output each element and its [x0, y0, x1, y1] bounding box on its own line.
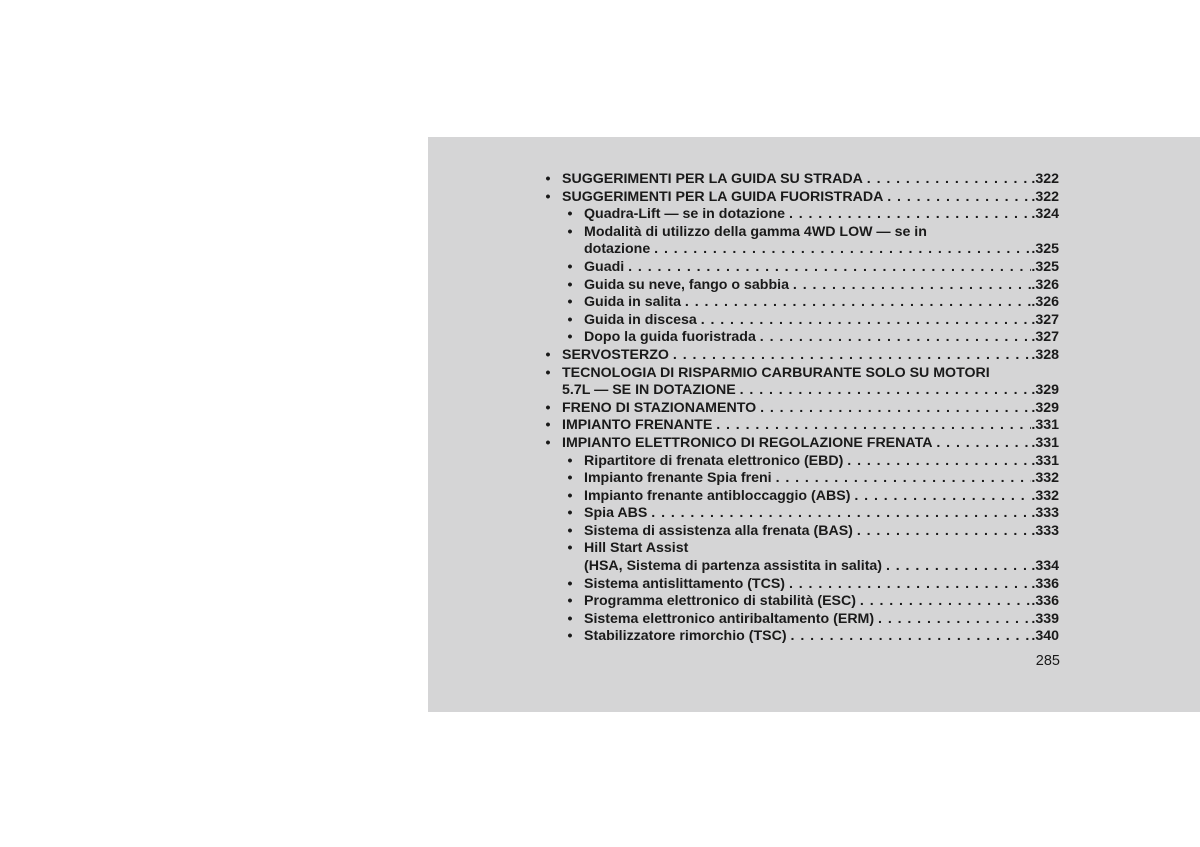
toc-subentry-discesa[interactable] — [543, 312, 1059, 330]
toc-entry-page: .329 — [1031, 382, 1059, 399]
toc-entry-title: Guadi — [584, 258, 625, 275]
bullet: • — [567, 593, 573, 610]
toc-entry-page: .325 — [1031, 241, 1059, 258]
leader-dots — [772, 470, 1032, 488]
leader-dots — [863, 171, 1032, 189]
bullet: • — [567, 470, 573, 487]
toc-entry-page: .331 — [1031, 452, 1059, 469]
bullet: • — [545, 434, 551, 451]
toc-entry-risparmio-carburante[interactable] — [543, 365, 1059, 383]
toc-entry-title: Sistema elettronico antiribaltamento (ERM) — [584, 610, 875, 627]
leader-dots — [647, 505, 1031, 523]
leader-dots — [669, 347, 1031, 365]
toc-entry-page: .322 — [1031, 171, 1059, 187]
leader-dots — [785, 576, 1031, 594]
leader-dots — [787, 628, 1032, 646]
toc-entry-title: SUGGERIMENTI PER LA GUIDA FUORISTRADA — [562, 188, 884, 205]
toc-subentry-erm[interactable] — [543, 611, 1059, 629]
bullet: • — [567, 575, 573, 592]
leader-dots — [874, 611, 1031, 629]
toc-entry-title: Hill Start Assist — [584, 540, 689, 557]
leader-dots — [736, 382, 1032, 400]
toc-entry-title: Guida in discesa — [584, 311, 697, 328]
bullet: • — [567, 329, 573, 346]
toc-entry-page: .326 — [1031, 276, 1059, 293]
bullet: • — [545, 346, 551, 363]
bullet: • — [567, 311, 573, 328]
toc-entry-fuoristrada[interactable] — [543, 189, 1059, 207]
bullet: • — [567, 223, 573, 240]
toc-subentry-ebd[interactable] — [543, 453, 1059, 471]
bullet: • — [567, 452, 573, 469]
toc-entry-title: Stabilizzatore rimorchio (TSC) — [584, 628, 787, 645]
bullet: • — [567, 276, 573, 293]
toc-entry-risparmio-carburante-cont[interactable] — [543, 382, 1059, 400]
toc-entry-page: .331 — [1031, 417, 1059, 434]
toc-entry-page: .334 — [1031, 558, 1059, 575]
leader-dots — [932, 435, 1031, 453]
bullet: • — [567, 522, 573, 539]
toc-entry-page: .327 — [1031, 311, 1059, 328]
toc-subentry-bas[interactable] — [543, 523, 1059, 541]
toc-entry-impianto-frenante[interactable] — [543, 417, 1059, 435]
table-of-contents — [543, 171, 1059, 646]
bullet: • — [567, 540, 573, 557]
toc-entry-page: .336 — [1031, 593, 1059, 610]
toc-entry-title: Impianto frenante Spia freni — [584, 470, 772, 487]
bullet: • — [567, 610, 573, 627]
leader-dots — [883, 189, 1031, 207]
toc-entry-title: SERVOSTERZO — [562, 346, 669, 363]
leader-dots — [853, 523, 1031, 541]
bullet: • — [545, 364, 551, 381]
toc-entry-title: Ripartitore di frenata elettronico (EBD) — [584, 452, 844, 469]
toc-entry-title: TECNOLOGIA DI RISPARMIO CARBURANTE SOLO SU MOTORI — [562, 364, 990, 381]
toc-entry-page: .324 — [1031, 206, 1059, 223]
bullet: • — [545, 171, 551, 187]
toc-entry-title: Dopo la guida fuoristrada — [584, 329, 756, 346]
leader-dots — [756, 400, 1031, 418]
toc-entry-page: .340 — [1031, 628, 1059, 645]
toc-entry-title: Guida in salita — [584, 294, 681, 311]
leader-dots — [882, 558, 1031, 576]
bullet: • — [567, 258, 573, 275]
leader-dots — [850, 488, 1031, 506]
leader-dots — [789, 277, 1031, 295]
leader-dots — [756, 329, 1032, 347]
leader-dots — [624, 259, 1031, 277]
toc-entry-page: .333 — [1031, 505, 1059, 522]
toc-entry-page: .325 — [1031, 258, 1059, 275]
toc-subentry-hsa-cont[interactable] — [543, 558, 1059, 576]
toc-subentry-spia-abs[interactable] — [543, 505, 1059, 523]
toc-entry-title: SUGGERIMENTI PER LA GUIDA SU STRADA — [562, 171, 863, 187]
toc-subentry-quadra-lift[interactable] — [543, 206, 1059, 224]
bullet: • — [545, 417, 551, 434]
toc-subentry-tcs[interactable] — [543, 576, 1059, 594]
toc-entry-strada[interactable] — [543, 171, 1059, 189]
toc-entry-page: .326 — [1031, 294, 1059, 311]
leader-dots — [681, 294, 1031, 312]
toc-entry-page: .329 — [1031, 399, 1059, 416]
toc-subentry-esc[interactable] — [543, 593, 1059, 611]
toc-entry-title: dotazione — [584, 241, 651, 258]
toc-entry-regolazione-frenata[interactable] — [543, 435, 1059, 453]
toc-entry-title: (HSA, Sistema di partenza assistita in salita) — [584, 558, 883, 575]
leader-dots — [785, 206, 1031, 224]
toc-entry-title: 5.7L — SE IN DOTAZIONE — [562, 382, 736, 399]
toc-entry-title: FRENO DI STAZIONAMENTO — [562, 399, 757, 416]
toc-entry-page: .339 — [1031, 610, 1059, 627]
toc-entry-title: Quadra-Lift — se in dotazione — [584, 206, 786, 223]
page-number: 285 — [1035, 653, 1060, 669]
leader-dots — [843, 453, 1031, 471]
toc-subentry-spia-freni[interactable] — [543, 470, 1059, 488]
toc-entry-page: .322 — [1031, 188, 1059, 205]
toc-entry-title: IMPIANTO ELETTRONICO DI REGOLAZIONE FRENATA — [562, 434, 933, 451]
toc-entry-title: IMPIANTO FRENANTE — [562, 417, 713, 434]
toc-entry-page: .333 — [1031, 522, 1059, 539]
toc-entry-page: .336 — [1031, 575, 1059, 592]
toc-subentry-abs[interactable] — [543, 488, 1059, 506]
toc-entry-title: Impianto frenante antibloccaggio (ABS) — [584, 487, 851, 504]
toc-subentry-hsa[interactable] — [543, 540, 1059, 558]
toc-entry-page: .332 — [1031, 487, 1059, 504]
toc-subentry-4wd-low-cont[interactable] — [543, 241, 1059, 259]
toc-entry-page: .331 — [1031, 434, 1059, 451]
toc-entry-freno-stazionamento[interactable] — [543, 400, 1059, 418]
toc-entry-page: .328 — [1031, 346, 1059, 363]
toc-subentry-tsc[interactable] — [543, 628, 1059, 646]
toc-subentry-dopo-fuoristrada[interactable] — [543, 329, 1059, 347]
toc-entry-page: .332 — [1031, 470, 1059, 487]
leader-dots — [712, 417, 1031, 435]
toc-entry-title: Guida su neve, fango o sabbia — [584, 276, 789, 293]
toc-subentry-salita[interactable] — [543, 294, 1059, 312]
toc-entry-title: Spia ABS — [584, 505, 648, 522]
toc-subentry-neve[interactable] — [543, 277, 1059, 295]
toc-subentry-4wd-low[interactable] — [543, 224, 1059, 242]
bullet: • — [567, 628, 573, 645]
toc-entry-title: Modalità di utilizzo della gamma 4WD LOW — se in — [584, 223, 927, 240]
leader-dots — [650, 241, 1031, 259]
bullet: • — [545, 188, 551, 205]
toc-entry-page: .327 — [1031, 329, 1059, 346]
bullet: • — [545, 399, 551, 416]
toc-entry-title: Sistema di assistenza alla frenata (BAS) — [584, 522, 853, 539]
toc-entry-servosterzo[interactable] — [543, 347, 1059, 365]
bullet: • — [567, 505, 573, 522]
bullet: • — [567, 487, 573, 504]
leader-dots — [856, 593, 1031, 611]
toc-entry-title: Sistema antislittamento (TCS) — [584, 575, 786, 592]
toc-entry-title: Programma elettronico di stabilità (ESC) — [584, 593, 856, 610]
bullet: • — [567, 206, 573, 223]
toc-subentry-guadi[interactable] — [543, 259, 1059, 277]
leader-dots — [697, 312, 1032, 330]
bullet: • — [567, 294, 573, 311]
